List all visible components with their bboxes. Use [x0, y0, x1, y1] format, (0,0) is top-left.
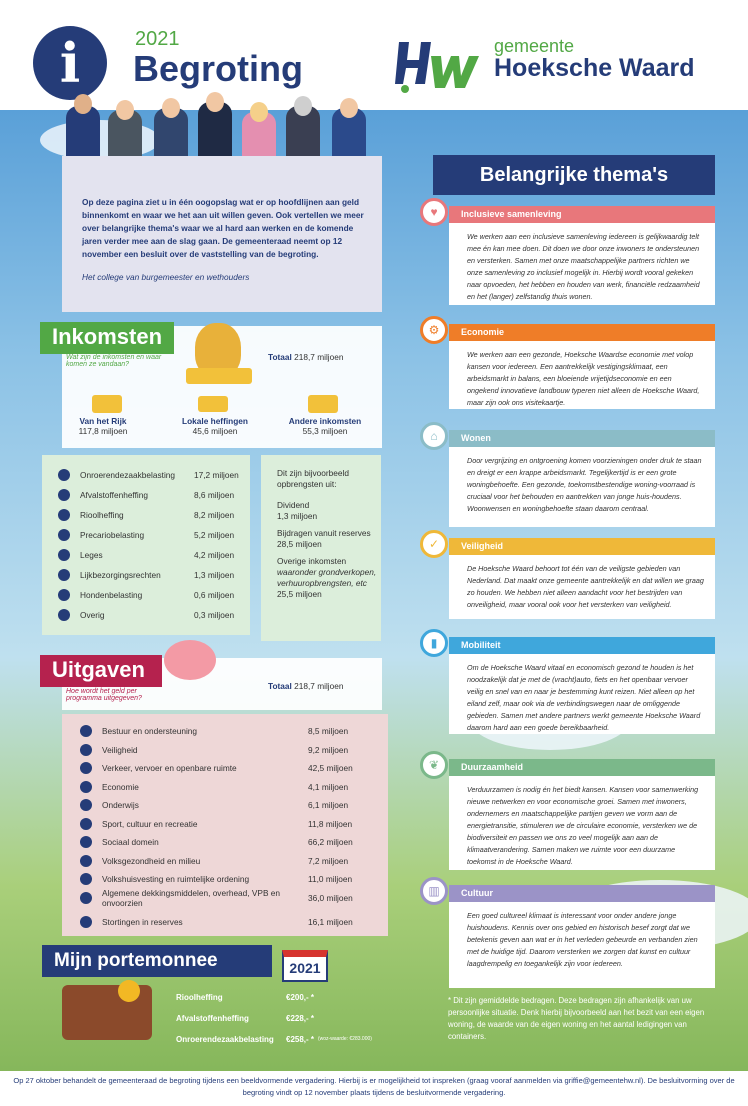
coins-icon: [198, 396, 228, 412]
thema-text: We werken aan een gezonde, Hoeksche Waardse economie met volop kansen voor iedereen. Een aantrekkelijk vestigingsklimaat, een arbeidsmarkt in balans, een bloeiende vrijetijdseconomie en een ongekend innovatieve landbouw typeren niet alleen de Hoeksche Waard, maar zijn ook ons visitekaartje.: [449, 341, 715, 409]
inkomsten-label: Inkomsten: [40, 322, 174, 354]
heffing-row: Hondenbelasting 0,6 miljoen: [58, 588, 248, 602]
uitgaven-label: Uitgaven: [40, 655, 162, 687]
heffing-row: Rioolheffing 8,2 miljoen: [58, 508, 248, 522]
heffing-icon: [58, 549, 70, 561]
uitgave-row: Economie 4,1 miljoen: [80, 780, 380, 794]
uitgave-row: Volkshuisvesting en ruimtelijke ordening 11,0 miljoen: [80, 872, 380, 886]
college-illustration: [62, 94, 382, 156]
thema-icon: ✓: [420, 530, 448, 558]
heffing-icon: [58, 589, 70, 601]
year: 2021: [135, 28, 180, 50]
thema-card: [428, 537, 715, 619]
info-icon: i: [33, 26, 107, 100]
heffing-icon: [58, 569, 70, 581]
coin-icon: [118, 980, 140, 1002]
piggy-bank-icon: [164, 640, 216, 680]
heffing-row: Precariobelasting 5,2 miljoen: [58, 528, 248, 542]
uitgave-row: Onderwijs 6,1 miljoen: [80, 798, 380, 812]
thema-title: Duurzaamheid: [449, 759, 715, 776]
hw-logo-icon: [395, 38, 485, 93]
heffing-icon: [58, 529, 70, 541]
mp-row-value: €228,- *: [286, 1014, 315, 1023]
calendar-icon: 2021: [282, 950, 328, 982]
thema-text: Een goed cultureel klimaat is interessant voor onder andere jonge huishoudens. Kennis over ons gebied en historisch besef zorgt dat we betekenis geven aan wat er in het verleden gebeurde en verbanden zien met de huidige tijd. Daarom versterken we zorgen dat kunst en cultuur laagdrempelig en toegankelijk zijn voor iedereen.: [449, 902, 715, 988]
heffing-icon: [58, 489, 70, 501]
programma-icon: [80, 799, 92, 811]
programma-icon: [80, 781, 92, 793]
thema-text: Door vergrijzing en ontgroening komen voorzieningen onder druk te staan en dreigt er een krappe arbeidsmarkt. Tegelijkertijd is er een grote woningbehoefte. Een gezonde, toekomstbestendige woning-voorraad is cruciaal voor het behouden en aantrekken van jonge huis-houdens. Woonwensen en woningbehoefte staan daarom centraal.: [449, 447, 715, 527]
thema-title: Economie: [449, 324, 715, 341]
thema-icon: ♥: [420, 198, 448, 226]
heffing-icon: [58, 509, 70, 521]
thema-text: We werken aan een inclusieve samenleving iedereen is gelijkwaardig telt mee én kan mee doen. Dit doen we door onze inwoners te ondersteunen en versterken. Samen met onze maatschappelijke partners richten we onze samenleving zo inclusief mogelijk in. Hierbij wordt vooral gekeken naar opvoeden, het hebben en houden van werk, financiële redzaamheid en het (langer) zelfstandig thuis wonen.: [449, 223, 715, 305]
heffing-icon: [58, 469, 70, 481]
thema-text: Verduurzamen is nodig én het biedt kansen. Kansen voor samenwerking nieuwe netwerken en voor economische groei. Samen met inwoners, ondernemers en maatschappelijke partijen geven we vorm aan de energietransitie, stimuleren we de circulaire economie, versterken we de biodiversiteit en passen we ons zo veel mogelijk aan aan de klimaatverandering. Samen maken we ruimte voor een duurzame toekomst in de Hoeksche Waard.: [449, 776, 715, 870]
thema-title: Veiligheid: [449, 538, 715, 555]
heffing-row: Lijkbezorgingsrechten 1,3 miljoen: [58, 568, 248, 582]
thema-title: Cultuur: [449, 885, 715, 902]
mp-row-name: Onroerendezaakbelasting: [176, 1035, 274, 1044]
thema-title: Mobiliteit: [449, 637, 715, 654]
other-item: Dividend 1,3 miljoen: [277, 500, 318, 521]
org-name-line1: gemeente: [494, 36, 575, 56]
coins-icon: [186, 368, 252, 384]
uitgave-row: Bestuur en ondersteuning 8,5 miljoen: [80, 724, 380, 738]
inkomsten-question: Wat zijn de inkomsten en waar komen ze vandaan?: [66, 354, 162, 368]
thema-card: [430, 636, 715, 734]
uitgaven-question: Hoe wordt het geld per programma uitgegeven?: [66, 688, 142, 702]
source-rijk: Van het Rijk 117,8 miljoen: [78, 416, 128, 436]
programma-icon: [80, 892, 92, 904]
uitgaven-total: Totaal 218,7 miljoen: [268, 681, 344, 691]
uitgave-row: Algemene dekkingsmiddelen, overhead, VPB en onvoorzien 36,0 miljoen: [80, 891, 380, 905]
portemonnee-label: Mijn portemonnee: [42, 945, 272, 977]
heffing-row: Leges 4,2 miljoen: [58, 548, 248, 562]
thema-card: [428, 758, 715, 870]
thema-card: [428, 323, 715, 409]
mp-row-value: €258,- *: [286, 1035, 315, 1044]
thema-icon: ▥: [420, 877, 448, 905]
heffing-icon: [58, 609, 70, 621]
heffing-row: Afvalstoffenheffing 8,6 miljoen: [58, 488, 248, 502]
thema-card: [430, 429, 715, 527]
page-title: Begroting: [133, 48, 303, 89]
other-intro: Dit zijn bijvoorbeeld opbrengsten uit:: [277, 468, 349, 489]
thema-text: De Hoeksche Waard behoort tot één van de veiligste gebieden van Nederland. Dat maakt onze gemeente aantrekkelijk en dat willen we graag zo houden. We hebben niet alleen aandacht voor het bestrijden van onveiligheid, maar vooral ook voor het versterken van veiligheid.: [449, 555, 715, 619]
other-income: [277, 468, 377, 600]
themas-title: Belangrijke thema's: [433, 155, 715, 195]
intro-signature: Het college van burgemeester en wethouders: [82, 272, 250, 282]
uitgave-row: Stortingen in reserves 16,1 miljoen: [80, 915, 380, 929]
programma-icon: [80, 855, 92, 867]
mp-row-name: Rioolheffing: [176, 993, 223, 1002]
programma-icon: [80, 818, 92, 830]
thema-title: Inclusieve samenleving: [449, 206, 715, 223]
inkomsten-total: Totaal 218,7 miljoen: [268, 352, 344, 362]
uitgave-row: Verkeer, vervoer en openbare ruimte 42,5 miljoen: [80, 761, 380, 775]
programma-icon: [80, 873, 92, 885]
other-item: Overige inkomsten waaronder grondverkopen, verhuuropbrengsten, etc 25,5 miljoen: [277, 556, 377, 599]
uitgave-row: Veiligheid 9,2 miljoen: [80, 743, 380, 757]
heffing-row: Onroerendezaakbelasting 17,2 miljoen: [58, 468, 248, 482]
programma-icon: [80, 836, 92, 848]
coins-icon: [92, 395, 122, 413]
logo: [395, 38, 485, 98]
programma-icon: [80, 725, 92, 737]
thema-icon: ❦: [420, 751, 448, 779]
source-andere: Andere inkomsten 55,3 miljoen: [288, 416, 362, 436]
thema-icon: ⚙: [420, 316, 448, 344]
thema-title: Wonen: [449, 430, 715, 447]
org-name-line2: Hoeksche Waard: [494, 54, 695, 82]
thema-text: Om de Hoeksche Waard vitaal en economisch gezond te houden is het noodzakelijk dat je met de (vracht)auto, fiets en het openbaar vervoer veilig en snel van en naar je bestemming kunt reizen. Niet alleen op het eiland zelf, maar ook via de verbindingswegen naar de omliggende gebieden. Samen met andere partners werkt gemeente Hoeksche Waard daarom hard aan een goede bereikbaarheid.: [449, 654, 715, 734]
uitgave-row: Sport, cultuur en recreatie 11,8 miljoen: [80, 817, 380, 831]
mp-row-value: €200,- *: [286, 993, 315, 1002]
uitgave-row: Sociaal domein 66,2 miljoen: [80, 835, 380, 849]
thema-icon: ▮: [420, 629, 448, 657]
other-item: Bijdragen vanuit reserves 28,5 miljoen: [277, 528, 371, 549]
mp-row-name: Afvalstoffenheffing: [176, 1014, 249, 1023]
source-lokaal: Lokale heffingen 45,6 miljoen: [182, 416, 248, 436]
intro-text: Op deze pagina ziet u in één oogopslag wat er op hoofdlijnen aan geld binnenkomt en waar we het aan uit willen geven. Ook vertellen we meer over belangrijke thema's waar we al hard aan werken en de komende jaren verder mee aan de slag gaan. De gemeenteraad neemt op 12 november een besluit over de vaststelling van de begroting.: [82, 197, 364, 259]
programma-icon: [80, 916, 92, 928]
heffing-row: Overig 0,3 miljoen: [58, 608, 248, 622]
thema-card: [428, 884, 715, 988]
footnote: * Dit zijn gemiddelde bedragen. Deze bedragen zijn afhankelijk van uw persoonlijke situatie. Denk hierbij bijvoorbeeld aan het bezit van een eigen woning, de waarde van de eigen woning en het aantal ledigingen van containers.: [448, 996, 705, 1041]
programma-icon: [80, 744, 92, 756]
woz-note: (woz-waarde: €283.000): [318, 1036, 372, 1042]
programma-icon: [80, 762, 92, 774]
thema-icon: ⌂: [420, 422, 448, 450]
intro-panel: [62, 156, 382, 312]
coins-icon: [308, 395, 338, 413]
thema-card: [430, 205, 715, 305]
uitgave-row: Volksgezondheid en milieu 7,2 miljoen: [80, 854, 380, 868]
footer: Op 27 oktober behandelt de gemeenteraad de begroting tijdens een beeldvormende vergadering. Hierbij is er mogelijkheid tot inspreken (graag vooraf aanmelden via griffie@gemeentehw.nl). De besluitvorming over de begroting vindt op 12 november plaats tijdens de besluitvormende vergadering.: [0, 1071, 748, 1106]
